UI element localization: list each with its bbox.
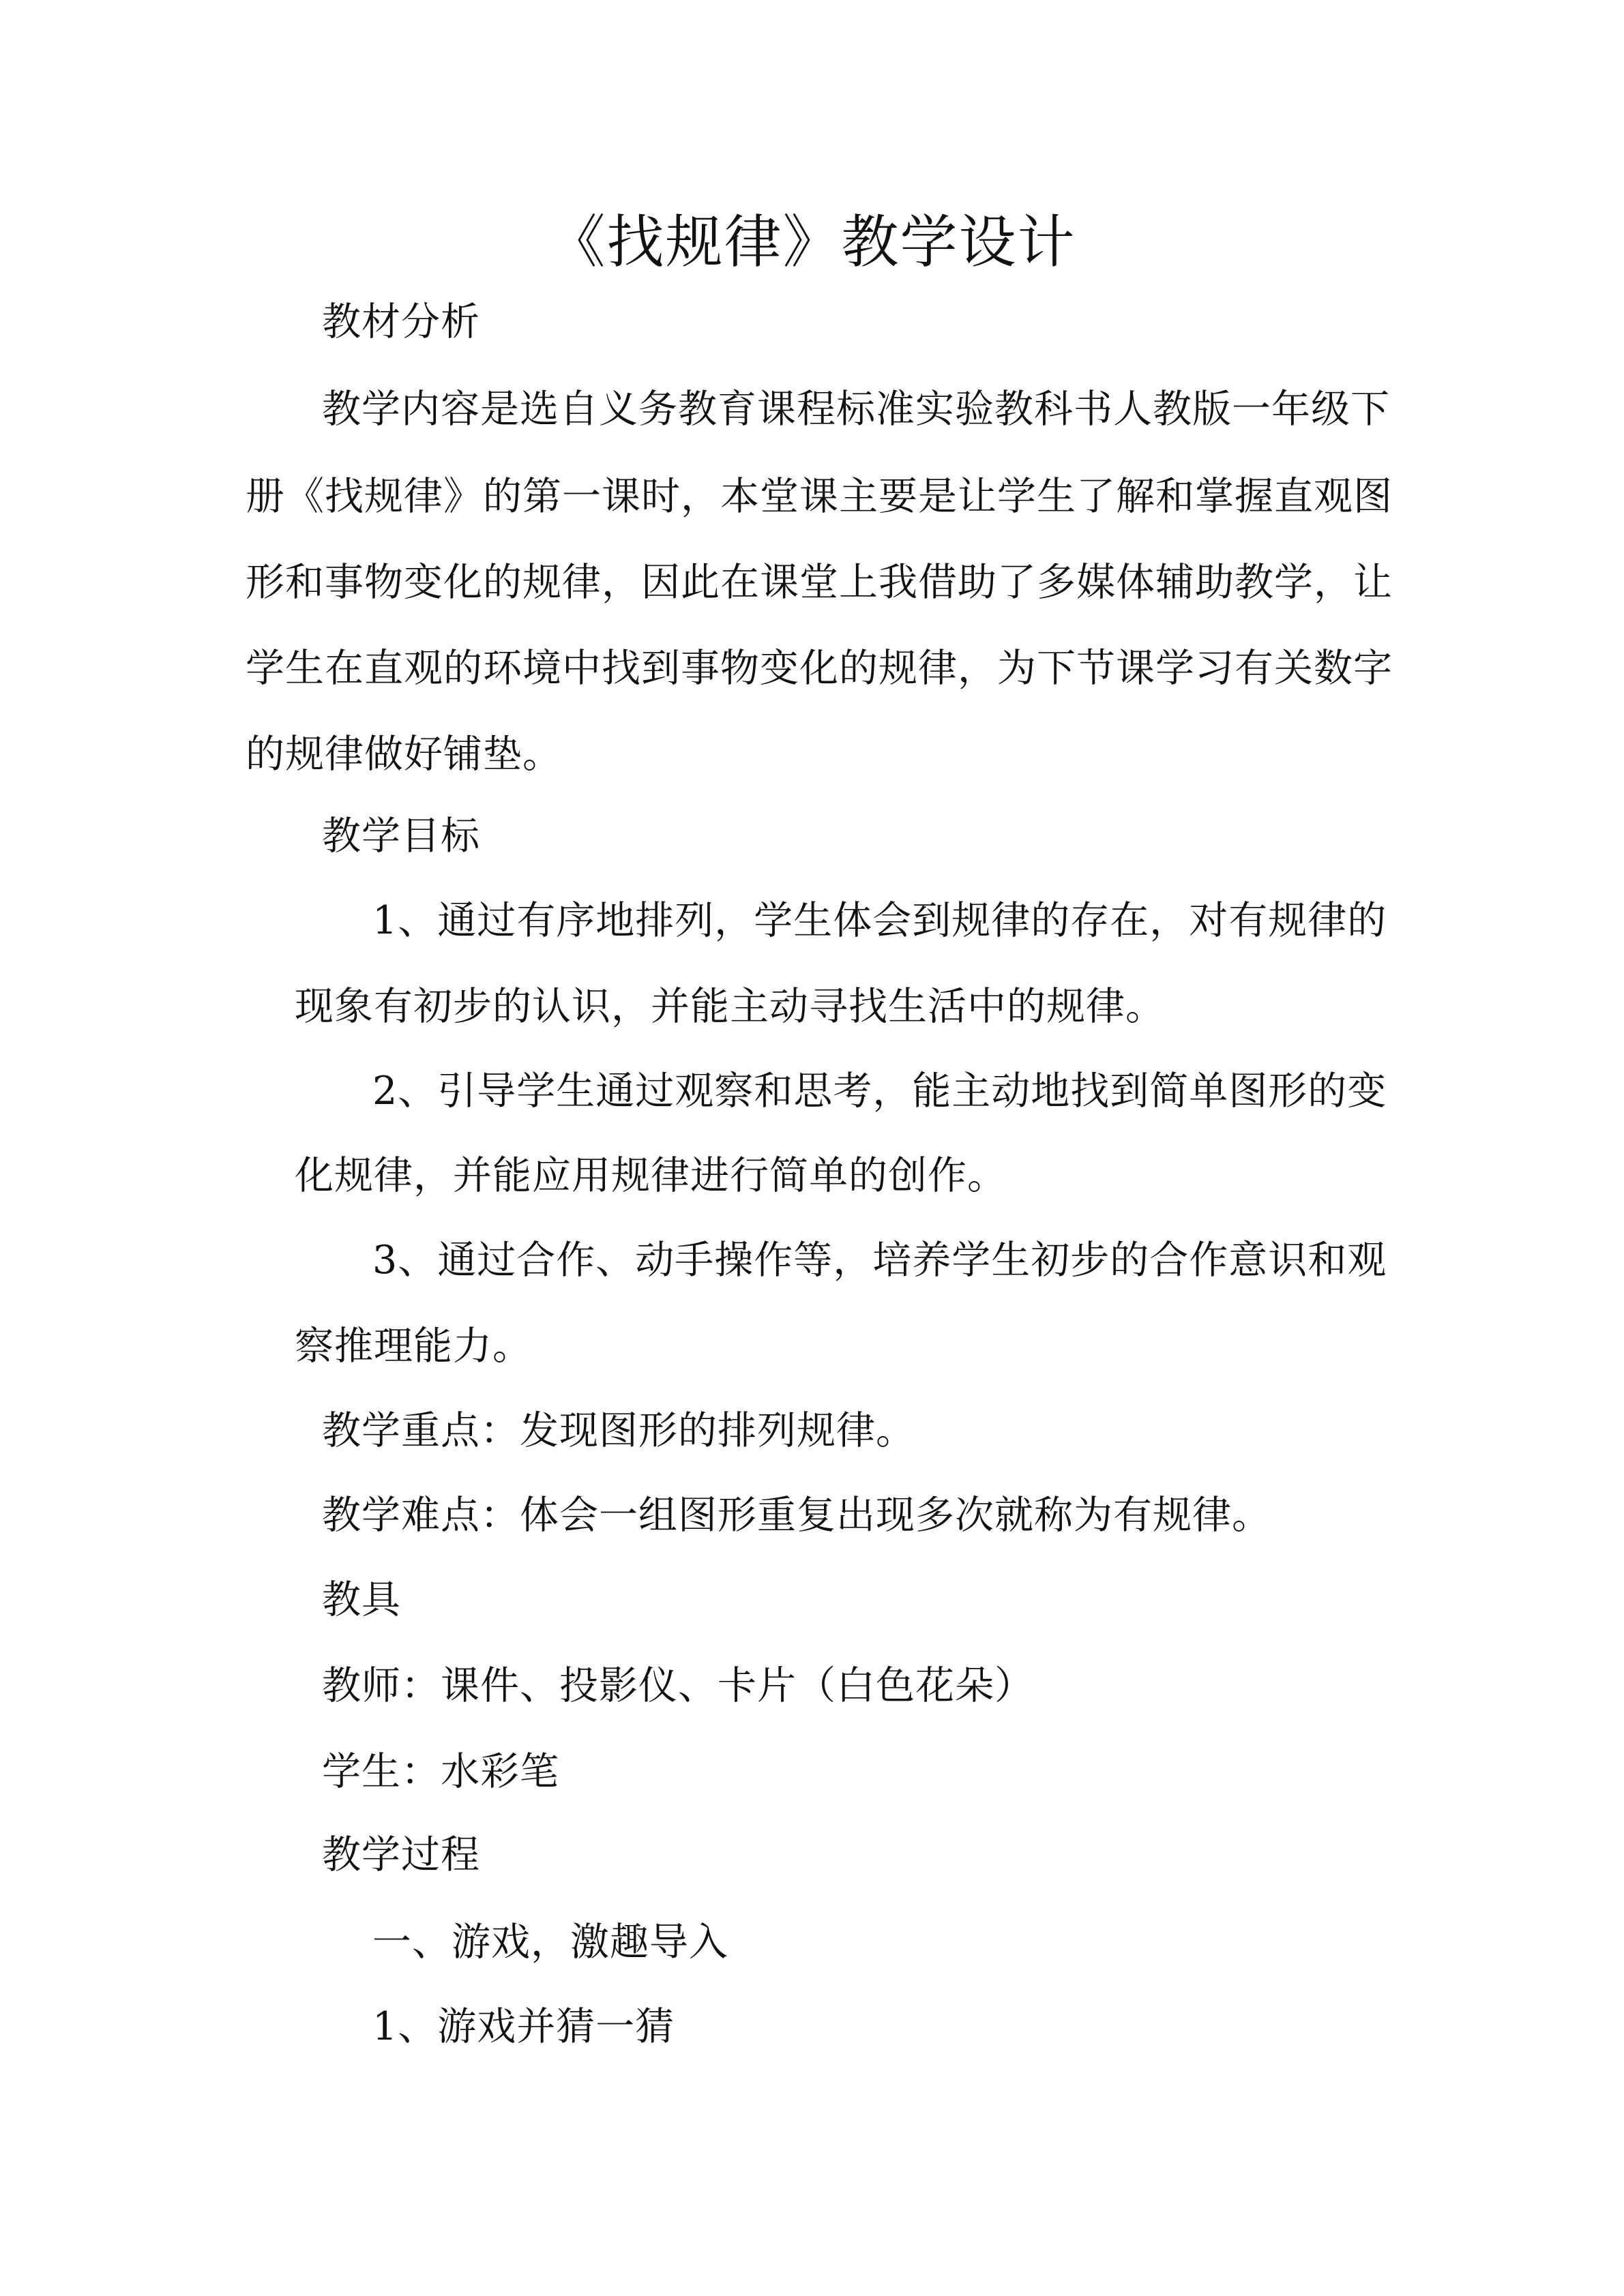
material-line-2: 册《找规律》的第一课时，本堂课主要是让学生了解和掌握直观图	[246, 474, 1393, 519]
material-line-3: 形和事物变化的规律，因此在课堂上我借助了多媒体辅助教学，让	[246, 560, 1393, 605]
step-one-subitem: 1、游戏并猜一猜	[372, 2004, 675, 2049]
goal-3-line-2: 察推理能力。	[295, 1324, 532, 1369]
material-analysis-heading: 教材分析	[322, 299, 480, 344]
goal-2-line-2: 化规律，并能应用规律进行简单的创作。	[295, 1153, 1007, 1198]
student-tools: 学生：水彩笔	[322, 1749, 559, 1794]
teaching-difficulty: 教学难点：体会一组图形重复出现多次就称为有规律。	[322, 1493, 1271, 1538]
document-title: 《找规律》教学设计	[548, 209, 1076, 275]
goal-1-line-2: 现象有初步的认识，并能主动寻找生活中的规律。	[295, 984, 1165, 1029]
teaching-process-heading: 教学过程	[322, 1832, 480, 1877]
goal-3-line-1: 3、通过合作、动手操作等，培养学生初步的合作意识和观	[372, 1238, 1387, 1283]
material-line-4: 学生在直观的环境中找到事物变化的规律，为下节课学习有关数字	[246, 646, 1393, 691]
step-one-heading: 一、游戏，激趣导入	[372, 1920, 728, 1965]
goal-2-line-1: 2、引导学生通过观察和思考，能主动地找到简单图形的变	[372, 1069, 1387, 1114]
material-line-5: 的规律做好铺垫。	[246, 732, 562, 777]
teaching-tools-heading: 教具	[322, 1577, 401, 1622]
teacher-tools: 教师：课件、投影仪、卡片（白色花朵）	[322, 1663, 1034, 1708]
material-line-1: 教学内容是选自义务教育课程标准实验教科书人教版一年级下	[322, 387, 1390, 432]
teaching-goals-heading: 教学目标	[322, 814, 480, 859]
teaching-key-point: 教学重点：发现图形的排列规律。	[322, 1408, 915, 1453]
goal-1-line-1: 1、通过有序地排列，学生体会到规律的存在，对有规律的	[372, 898, 1387, 943]
